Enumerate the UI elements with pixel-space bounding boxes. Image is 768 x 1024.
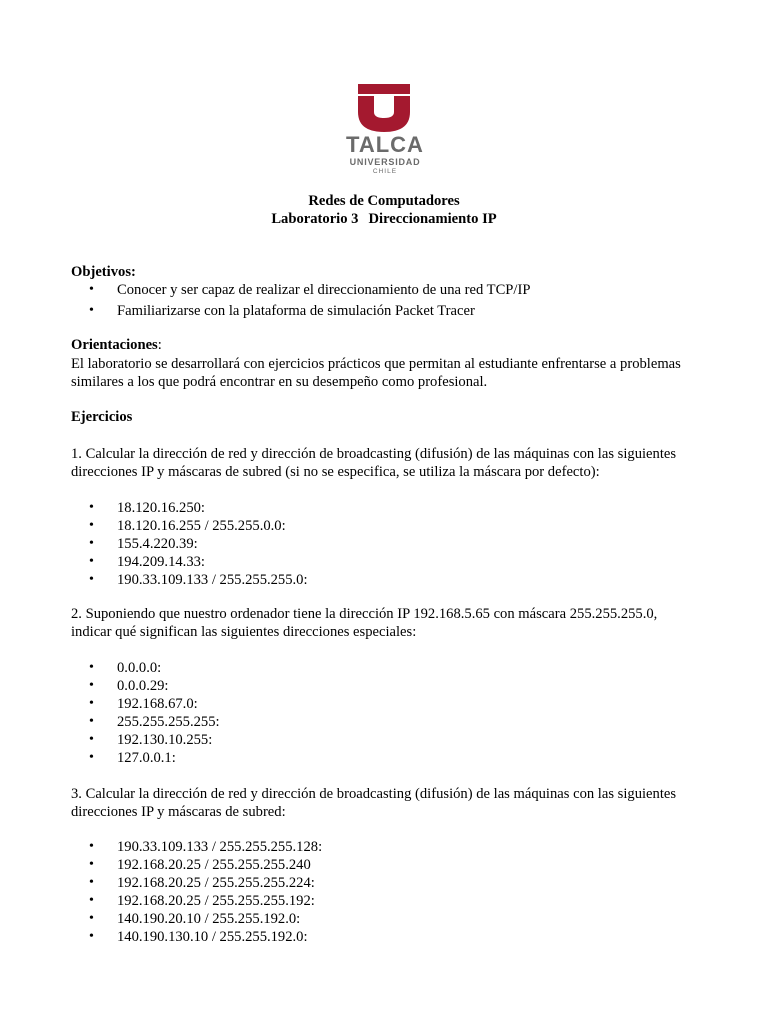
- objetivos-heading: Objetivos:: [71, 264, 136, 280]
- ex3-list: [71, 838, 711, 946]
- list-item: • 18.120.16.250:: [71, 499, 711, 517]
- list-item: • 192.130.10.255:: [71, 731, 711, 749]
- ex2-line-1: 2. Suponiendo que nuestro ordenador tiene la dirección IP 192.168.5.65 con máscara 255.255.255.0,: [71, 606, 658, 622]
- list-item: • 18.120.16.255 / 255.255.0.0:: [71, 517, 711, 535]
- objetivos-list: [71, 281, 711, 320]
- ejercicios-heading: Ejercicios: [71, 409, 133, 425]
- list-item: • 194.209.14.33:: [71, 553, 711, 571]
- ex3-line-2: direcciones IP y máscaras de subred:: [71, 804, 286, 820]
- ex1-line-2: direcciones IP y máscaras de subred (si no se especifica, se utiliza la máscara por defecto):: [71, 464, 600, 480]
- list-item: • 0.0.0.29:: [71, 677, 711, 695]
- ex1-list: [71, 499, 711, 589]
- list-item: • 192.168.20.25 / 255.255.255.192:: [71, 892, 711, 910]
- list-item: • 140.190.20.10 / 255.255.192.0:: [71, 910, 711, 928]
- ex3-line-1: 3. Calcular la dirección de red y dirección de broadcasting (difusión) de las máquinas con las siguientes: [71, 786, 677, 802]
- list-item: • Conocer y ser capaz de realizar el direccionamiento de una red TCP/IP: [71, 281, 711, 299]
- list-item: • 140.190.130.10 / 255.255.192.0:: [71, 928, 711, 946]
- lab-title: [0, 209, 768, 229]
- ex2-line-2: indicar qué significan las siguientes direcciones especiales:: [71, 624, 417, 640]
- logo-name: TALCA: [346, 132, 424, 157]
- logo-subname: UNIVERSIDAD: [349, 157, 421, 167]
- list-item: • 192.168.20.25 / 255.255.255.224:: [71, 874, 711, 892]
- list-item: • 155.4.220.39:: [71, 535, 711, 553]
- ex2-list: [71, 659, 711, 767]
- university-shield-icon: [344, 82, 426, 134]
- university-logo: [344, 82, 426, 182]
- list-item: • 255.255.255.255:: [71, 713, 711, 731]
- list-item: • Familiarizarse con la plataforma de simulación Packet Tracer: [71, 302, 711, 320]
- list-item: • 0.0.0.0:: [71, 659, 711, 677]
- document-title: Redes de Computadores: [308, 193, 460, 209]
- ex1-line-1: 1. Calcular la dirección de red y dirección de broadcasting (difusión) de las máquinas con las siguientes: [71, 446, 677, 462]
- orientaciones-line-1: El laboratorio se desarrollará con ejercicios prácticos que permitan al estudiante enfrentarse a problemas: [71, 356, 681, 372]
- list-item: • 190.33.109.133 / 255.255.255.128:: [71, 838, 711, 856]
- list-item: • 192.168.20.25 / 255.255.255.240: [71, 856, 711, 874]
- list-item: • 127.0.0.1:: [71, 749, 711, 767]
- list-item: • 192.168.67.0:: [71, 695, 711, 713]
- list-item: • 190.33.109.133 / 255.255.255.0:: [71, 571, 711, 589]
- lab-topic: Direccionamiento IP: [368, 211, 497, 227]
- logo-country: CHILE: [372, 168, 398, 175]
- orientaciones-heading: Orientaciones:: [71, 337, 162, 353]
- orientaciones-line-2: similares a los que podrá encontrar en su desempeño como profesional.: [71, 374, 488, 390]
- lab-number: Laboratorio 3: [271, 211, 359, 227]
